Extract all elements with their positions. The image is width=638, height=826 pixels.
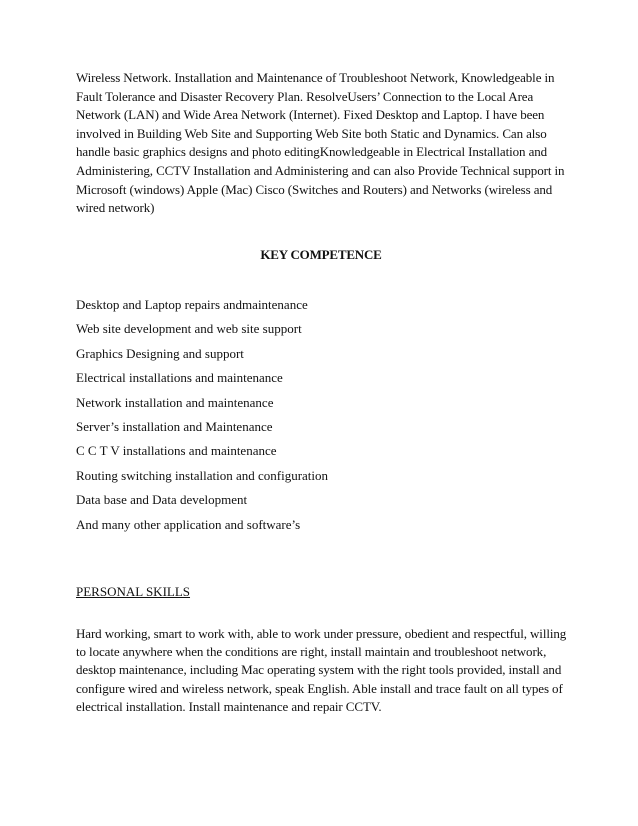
personal-skills-heading: PERSONAL SKILLS — [76, 584, 191, 599]
competence-item: Electrical installations and maintenance — [76, 370, 283, 386]
skills-line: to locate anywhere when the conditions are right, install maintain and troubleshoot network, — [76, 644, 547, 660]
key-competence-heading: KEY COMPETENCE — [260, 247, 382, 262]
key-competence-list — [76, 296, 328, 540]
skills-line: configure wired and wireless network, speak English. Able install and trace fault on all types of — [76, 680, 563, 696]
personal-skills-paragraph — [76, 625, 566, 716]
intro-line: handle basic graphics designs and photo editingKnowledgeable in Electrical Installation and — [76, 144, 548, 160]
competence-item: Server’s installation and Maintenance — [76, 418, 273, 434]
skills-line: desktop maintenance, including Mac operating system with the right tools provided, install and — [76, 662, 562, 678]
competence-item: And many other application and software’s — [76, 516, 301, 532]
intro-line: Microsoft (windows) Apple (Mac) Cisco (Switches and Routers) and Networks (wireless and — [76, 181, 553, 197]
intro-line: wired network) — [76, 200, 155, 216]
skills-line: Hard working, smart to work with, able to work under pressure, obedient and respectful, willing — [76, 626, 567, 641]
intro-line: involved in Building Web Site and Supporting Web Site both Static and Dynamics. Can also — [76, 125, 547, 141]
intro-paragraph — [76, 69, 566, 218]
competence-item: Routing switching installation and configuration — [76, 467, 329, 483]
competence-item: Network installation and maintenance — [76, 394, 274, 410]
competence-item: Desktop and Laptop repairs andmaintenance — [76, 297, 308, 312]
intro-line: Fault Tolerance and Disaster Recovery Plan. ResolveUsers’ Connection to the Local Area — [76, 88, 534, 104]
intro-line: Network (LAN) and Wide Area Network (Internet). Fixed Desktop and Laptop. I have been — [76, 107, 545, 123]
competence-item: Data base and Data development — [76, 492, 248, 508]
competence-item: C C T V installations and maintenance — [76, 443, 277, 459]
competence-item: Web site development and web site support — [76, 321, 302, 337]
competence-item: Graphics Designing and support — [76, 345, 244, 361]
intro-line: Administering, CCTV Installation and Administering and can also Provide Technical support in — [76, 162, 565, 178]
intro-line: Wireless Network. Installation and Maintenance of Troubleshoot Network, Knowledgeable in — [76, 70, 555, 85]
skills-line: electrical installation. Install maintenance and repair CCTV. — [76, 698, 382, 714]
page-content — [76, 69, 567, 714]
